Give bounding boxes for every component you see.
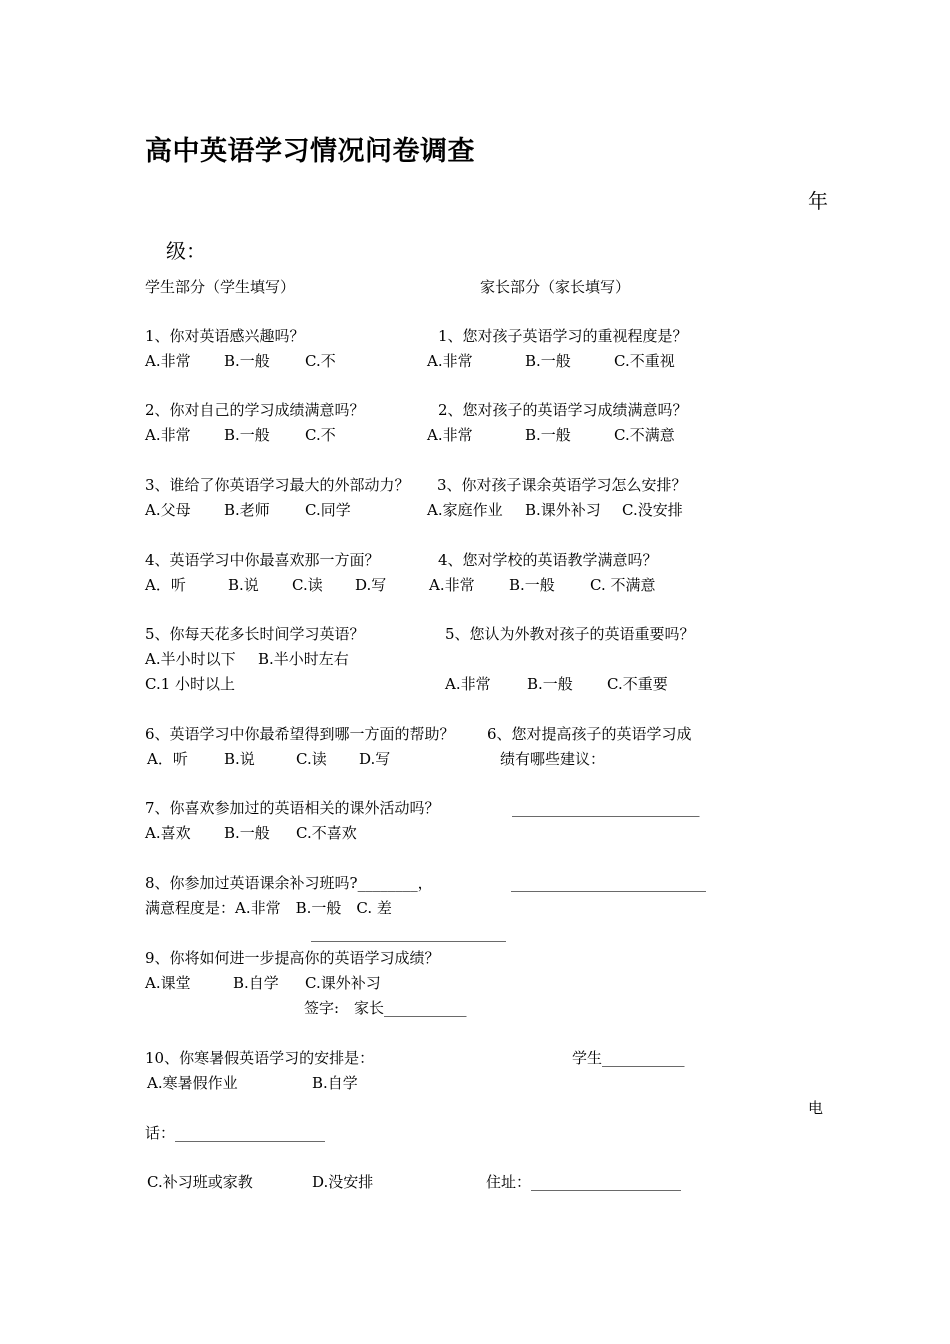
address-field[interactable]: 住址：____________________ <box>486 1173 682 1191</box>
student-q4-option-a: A．听 <box>145 576 186 594</box>
student-question-1: 1、你对英语感兴趣吗？ <box>145 327 305 345</box>
student-question-6: 6、英语学习中你最希望得到哪一方面的帮助？ <box>145 725 455 743</box>
student-q6-option-c: C.读 <box>296 750 327 768</box>
student-q2-option-b: B.一般 <box>224 426 270 444</box>
parent-q1-option-c: C.不重视 <box>614 352 675 370</box>
parent-q4-option-c: C. 不满意 <box>590 576 656 594</box>
parent-q1-option-a: A.非常 <box>427 352 473 370</box>
student-question-10: 10、你寒暑假英语学习的安排是： <box>145 1049 375 1067</box>
student-question-8: 8、你参加过英语课余补习班吗?________， <box>145 874 433 892</box>
student-q5-option-a: A.半小时以下 <box>145 650 236 668</box>
student-q6-option-a: A．听 <box>147 750 188 768</box>
student-question-2: 2、你对自己的学习成绩满意吗？ <box>145 401 365 419</box>
student-q3-option-b: B.老师 <box>224 501 270 519</box>
parent-q4-option-a: A.非常 <box>429 576 475 594</box>
student-q6-option-b: B.说 <box>224 750 255 768</box>
parent-question-6-line1: 6、您对提高孩子的英语学习成 <box>487 725 692 743</box>
student-q1-option-b: B.一般 <box>224 352 270 370</box>
student-q10-option-c: C.补习班或家教 <box>147 1173 253 1191</box>
student-q9-option-c: C.课外补习 <box>305 974 381 992</box>
parent-q3-option-c: C.没安排 <box>622 501 683 519</box>
parent-question-3: 3、你对孩子课余英语学习怎么安排？ <box>437 476 687 494</box>
parent-question-4: 4、您对学校的英语教学满意吗？ <box>438 551 658 569</box>
student-q2-option-c: C.不 <box>305 426 336 444</box>
parent-q4-option-b: B.一般 <box>509 576 555 594</box>
parent-question-6-line2: 绩有哪些建议： <box>500 750 606 768</box>
student-section-heading: 学生部分（学生填写） <box>145 278 296 296</box>
student-question-9: 9、你将如何进一步提高你的英语学习成绩？ <box>145 949 440 967</box>
student-q4-option-d: D.写 <box>355 576 387 594</box>
student-q9-option-a: A.课堂 <box>145 974 191 992</box>
document-title: 高中英语学习情况问卷调查 <box>145 136 475 167</box>
parent-question-2: 2、您对孩子的英语学习成绩满意吗？ <box>438 401 688 419</box>
student-question-4: 4、英语学习中你最喜欢那一方面？ <box>145 551 380 569</box>
phone-field[interactable]: 话：____________________ <box>145 1124 326 1142</box>
parent-suggestion-blank-2[interactable]: __________________________ <box>511 874 706 892</box>
student-q10-option-b: B.自学 <box>312 1074 358 1092</box>
parent-q2-option-b: B.一般 <box>525 426 571 444</box>
parent-question-5: 5、您认为外教对孩子的英语重要吗？ <box>445 625 695 643</box>
student-q3-option-c: C.同学 <box>305 501 351 519</box>
student-q4-option-c: C.读 <box>292 576 323 594</box>
parent-suggestion-blank-1[interactable]: _________________________ <box>512 799 700 817</box>
student-q7-option-a: A.喜欢 <box>145 824 191 842</box>
parent-q2-option-c: C.不满意 <box>614 426 675 444</box>
parent-q3-option-a: A.家庭作业 <box>427 501 503 519</box>
student-signature-field[interactable]: 学生___________ <box>572 1049 685 1067</box>
parent-q5-option-a: A.非常 <box>445 675 491 693</box>
student-q4-option-b: B.说 <box>228 576 259 594</box>
student-q10-option-a: A.寒暑假作业 <box>147 1074 238 1092</box>
student-q9-option-b: B.自学 <box>233 974 279 992</box>
student-q7-option-c: C.不喜欢 <box>296 824 357 842</box>
student-q2-option-a: A.非常 <box>145 426 191 444</box>
student-q5-option-b: B.半小时左右 <box>258 650 349 668</box>
student-q1-option-c: C.不 <box>305 352 336 370</box>
student-q6-option-d: D.写 <box>359 750 391 768</box>
grade-label-part1: 年 <box>808 189 828 213</box>
student-q5-option-c: C.1 小时以上 <box>145 675 236 693</box>
parent-q1-option-b: B.一般 <box>525 352 571 370</box>
parent-q5-option-c: C.不重要 <box>607 675 668 693</box>
student-question-5: 5、你每天花多长时间学习英语？ <box>145 625 365 643</box>
parent-section-heading: 家长部分（家长填写） <box>480 278 631 296</box>
parent-q5-option-b: B.一般 <box>527 675 573 693</box>
parent-q2-option-a: A.非常 <box>427 426 473 444</box>
parent-q3-option-b: B.课外补习 <box>525 501 601 519</box>
parent-signature-field[interactable]: 签字: 家长___________ <box>304 999 467 1017</box>
student-q7-option-b: B.一般 <box>224 824 270 842</box>
student-q10-option-d: D.没安排 <box>312 1173 374 1191</box>
student-question-3: 3、谁给了你英语学习最大的外部动力？ <box>145 476 410 494</box>
parent-suggestion-blank-3[interactable]: __________________________ <box>311 924 506 942</box>
student-q3-option-a: A.父母 <box>145 501 191 519</box>
student-q1-option-a: A.非常 <box>145 352 191 370</box>
student-question-7: 7、你喜欢参加过的英语相关的课外活动吗？ <box>145 799 440 817</box>
phone-label-part1: 电 <box>808 1099 824 1117</box>
grade-label-part2: 级： <box>166 239 206 263</box>
student-q8-satisfaction: 满意程度是：A.非常 B.一般 C. 差 <box>145 899 392 917</box>
parent-question-1: 1、您对孩子英语学习的重视程度是？ <box>438 327 688 345</box>
